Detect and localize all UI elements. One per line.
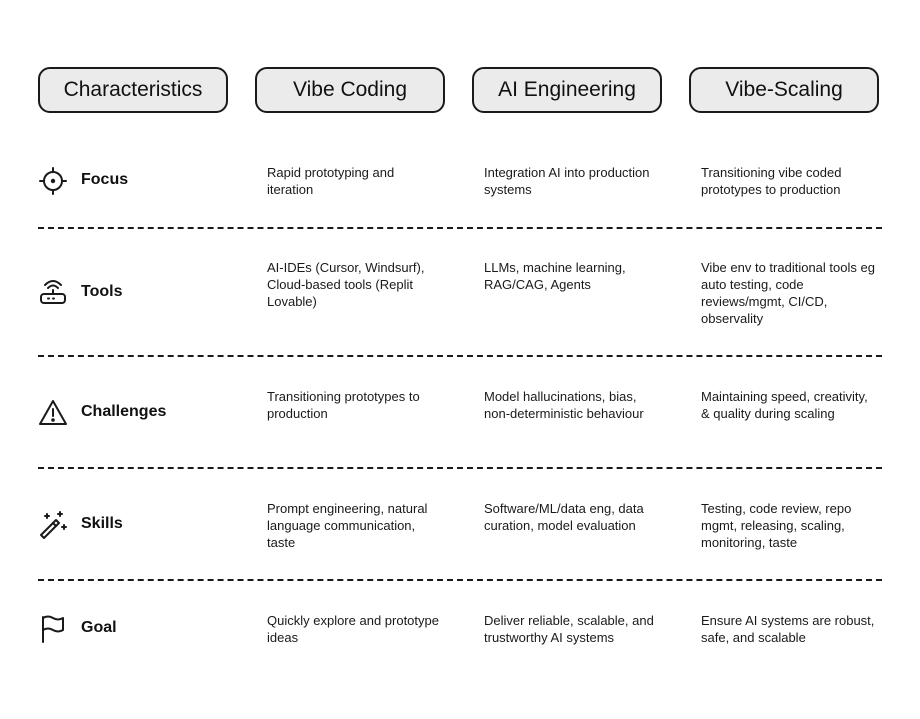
cell-skills-vibe-coding: Prompt engineering, natural language communication, taste: [267, 501, 428, 550]
row-label-tools: Tools: [81, 283, 123, 300]
row-divider: [38, 467, 882, 469]
header-vibe-scaling: Vibe-Scaling: [689, 67, 879, 113]
magic-wand-icon: [38, 510, 68, 540]
cell-tools-vibe-coding: AI-IDEs (Cursor, Windsurf), Cloud-based tools (Replit Lovable): [267, 260, 425, 309]
flag-icon: [38, 614, 68, 644]
header-vibe-coding: Vibe Coding: [255, 67, 445, 113]
row-divider: [38, 227, 882, 229]
cell-tools-vibe-scaling: Vibe env to traditional tools eg auto testing, code reviews/mgmt, CI/CD, observality: [701, 260, 875, 326]
cell-goal-vibe-coding: Quickly explore and prototype ideas: [267, 613, 439, 645]
cell-goal-vibe-scaling: Ensure AI systems are robust, safe, and scalable: [701, 613, 875, 645]
row-label-focus: Focus: [81, 171, 129, 188]
header-ai-engineering: AI Engineering: [472, 67, 662, 113]
row-label-goal: Goal: [81, 619, 117, 636]
cell-focus-vibe-scaling: Transitioning vibe coded prototypes to production: [701, 165, 842, 197]
cell-tools-ai-engineering: LLMs, machine learning, RAG/CAG, Agents: [484, 260, 626, 292]
row-divider: [38, 355, 882, 357]
cell-challenges-ai-engineering: Model hallucinations, bias, non-deterministic behaviour: [484, 389, 644, 421]
cell-focus-ai-engineering: Integration AI into production systems: [484, 165, 650, 197]
row-label-skills: Skills: [81, 515, 123, 532]
cell-skills-vibe-scaling: Testing, code review, repo mgmt, releasing, scaling, monitoring, taste: [701, 501, 852, 550]
header-characteristics: Characteristics: [38, 67, 228, 113]
row-divider: [38, 579, 882, 581]
cell-goal-ai-engineering: Deliver reliable, scalable, and trustworthy AI systems: [484, 613, 654, 645]
warning-triangle-icon: [38, 398, 68, 428]
crosshair-icon: [38, 166, 68, 196]
cell-challenges-vibe-coding: Transitioning prototypes to production: [267, 389, 420, 421]
row-label-challenges: Challenges: [81, 403, 167, 420]
cell-challenges-vibe-scaling: Maintaining speed, creativity, & quality during scaling: [701, 389, 868, 421]
router-icon: [38, 278, 68, 308]
cell-focus-vibe-coding: Rapid prototyping and iteration: [267, 165, 395, 197]
cell-skills-ai-engineering: Software/ML/data eng, data curation, model evaluation: [484, 501, 644, 533]
